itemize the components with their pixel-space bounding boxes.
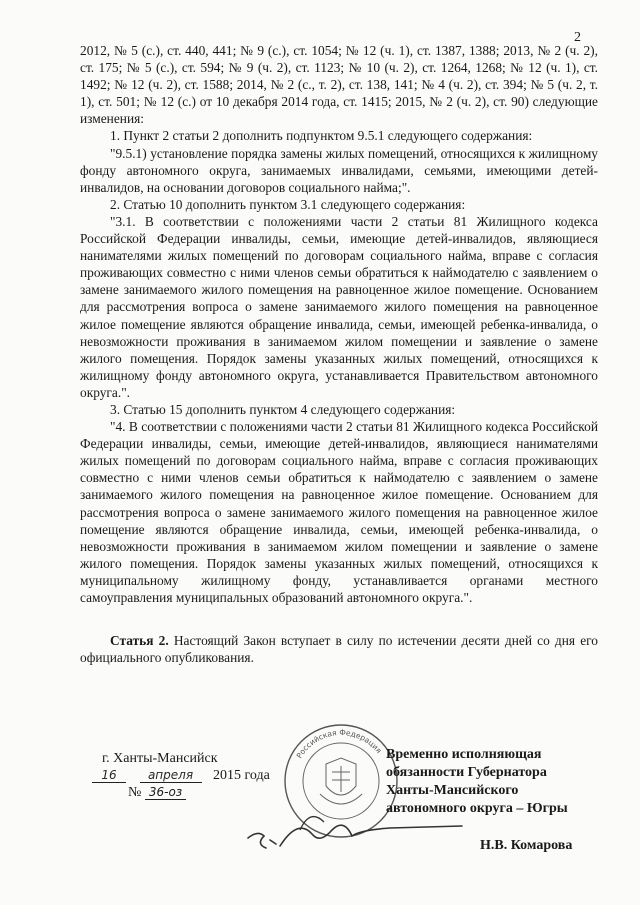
law-number-prefix: №	[128, 785, 142, 800]
signer-title-line: автономного округа – Югры	[386, 801, 568, 816]
article-2-label: Статья 2.	[110, 633, 169, 649]
signing-date	[92, 768, 270, 784]
signer-name: Н.В. Комарова	[480, 838, 573, 853]
article-2-text: Настоящий Закон вступает в силу по истечении десяти дней со дня его официального опубликования.	[80, 633, 598, 666]
paragraph-quote-3-1: "3.1. В соответствии с положениями части 2 статьи 81 Жилищного кодекса Российской Федерации инвалиды, семьи, имеющие детей-инвалидов, являющиеся нанимателями жилых помещений по договорам социального найма, вправе с согласия проживающих совместно с ними членов семьи обратиться к наймодателю с заявлением о замене занимаемого жилого помещения на равноценное жилое помещение. Основанием для рассмотрения вопроса о замене занимаемого жилого помещения на равноценное жилое помещение являются обращение инвалида, семьи, имеющей ребенка-инвалида, о невозможности проживания в занимаемом жилом помещении и заявление о замене жилого помещения. Порядок замены указанных жилых помещений, относящихся к жилищному фонду автономного округа, устанавливается Правительством автономного округа.".	[80, 213, 598, 400]
paragraph-sources: 2012, № 5 (с.), ст. 440, 441; № 9 (с.), ст. 1054; № 12 (ч. 1), ст. 1387, 1388; 2013, № 2 (ч. 2), ст. 175; № 5 (с.), ст. 594; № 9 (ч. 2), ст. 1123; № 10 (ч. 2), ст. 1264, 1268; № 12 (ч. 1), ст. 1492; № 12 (ч. 2), ст. 1588; 2014, № 2 (с., т. 2), ст. 138, 141; № 4 (ч. 2), ст. 394; № 5 (ч. 2, т. 1), ст. 501; № 12 (с.) от 10 декабря 2014 года, ст. 1415; 2015, № 2 (ч. 2), ст. 90) следующие изменения:	[80, 43, 598, 127]
document-body	[80, 42, 598, 666]
seal-text: Российская Федерация	[294, 727, 384, 760]
paragraph-item-3: 3. Статью 15 дополнить пунктом 4 следующего содержания:	[110, 401, 456, 417]
page-number: 2	[574, 30, 581, 45]
signer-title-line: обязанности Губернатора	[386, 765, 547, 780]
paragraph-quote-9-5-1: "9.5.1) установление порядка замены жилых помещений, относящихся к жилищному фонду автономного округа, занимаемых инвалидами, семьями, имеющими детей-инвалидов, на основании договоров социального найма;".	[80, 145, 598, 195]
signer-title-line: Ханты-Мансийского	[386, 783, 519, 798]
law-number-value: 36-оз	[145, 785, 186, 800]
signer-title	[386, 746, 568, 818]
paragraph-quote-4: "4. В соответствии с положениями части 2 статьи 81 Жилищного кодекса Российской Федерации инвалиды, семьи, имеющие детей-инвалидов, являющиеся нанимателями жилых помещений по договорам социального найма, вправе с согласия проживающих совместно с ними членов семьи обратиться к наймодателю с заявлением о замене занимаемого жилого помещения на равноценное жилое помещение. Основанием для рассмотрения вопроса о замене занимаемого жилого помещения на равноценное жилое помещение являются обращение инвалида, семьи, имеющей ребенка-инвалида, о невозможности проживания в занимаемом жилом помещении и заявление о замене жилого помещения. Порядок замены указанных жилых помещений, относящихся к муниципальному жилищному фонду, устанавливается органами местного самоуправления муниципальных образований автономного округа.".	[80, 419, 598, 605]
date-month: апреля	[140, 768, 202, 783]
article-2	[80, 632, 598, 666]
date-year: 2015 года	[213, 768, 270, 783]
signing-place: г. Ханты-Мансийск	[102, 751, 218, 766]
date-day: 16	[92, 768, 126, 783]
paragraph-item-1: 1. Пункт 2 статьи 2 дополнить подпунктом 9.5.1 следующего содержания:	[110, 128, 533, 144]
signer-title-line: Временно исполняющая	[386, 747, 542, 762]
paragraph-item-2: 2. Статью 10 дополнить пунктом 3.1 следующего содержания:	[110, 196, 466, 212]
law-number	[128, 785, 186, 801]
